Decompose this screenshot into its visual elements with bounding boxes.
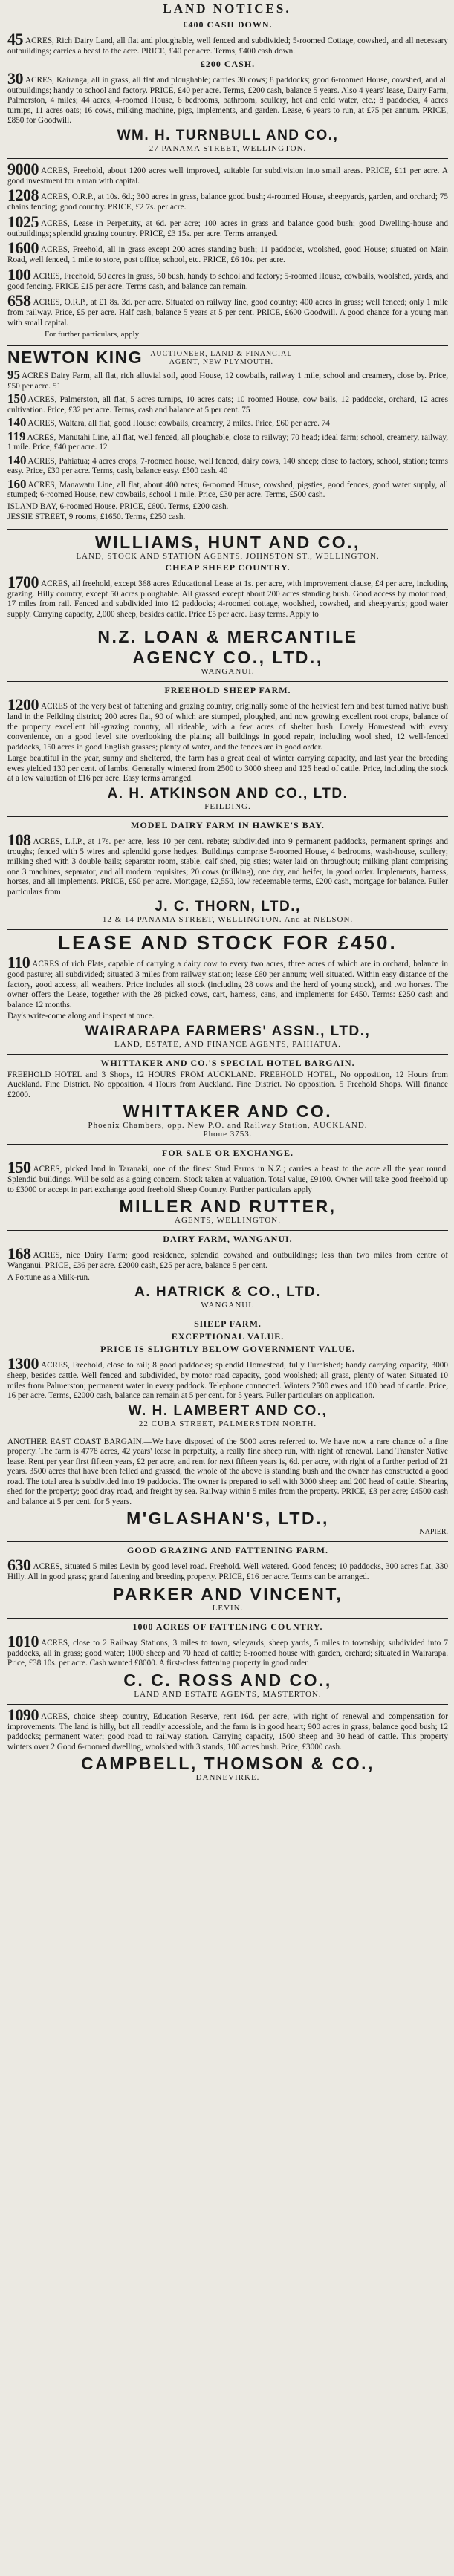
acre-number: 140 bbox=[7, 452, 27, 467]
ad-mglashan bbox=[7, 1434, 448, 1540]
acre-number: 9000 bbox=[7, 159, 39, 178]
acre-number: 1208 bbox=[7, 186, 39, 204]
listing bbox=[7, 697, 448, 752]
listing bbox=[7, 238, 448, 266]
agent-name: C. C. ROSS AND CO., bbox=[123, 1670, 332, 1690]
listing bbox=[7, 1356, 448, 1402]
agent-address: 27 PANAMA STREET, WELLINGTON. bbox=[149, 143, 307, 153]
acre-number: 1025 bbox=[7, 212, 39, 231]
listing bbox=[7, 264, 448, 293]
listing bbox=[7, 1555, 448, 1583]
agent-address: AGENTS, WELLINGTON. bbox=[175, 1216, 281, 1225]
listing-text: ACRES, Manutahi Line, all flat, well fenced, all ploughable, close to railway; 70 head; ideal farm; school, creamery, railway, 1 mile. Price, £40 per acre. 12 bbox=[7, 432, 448, 452]
listing-text: ACRES, Freehold, about 1200 acres well improved, suitable for subdivision into small areas. PRICE, £11 per acre. A good investment for a man with capital. bbox=[7, 166, 448, 186]
listing-text: ACRES, situated 5 miles Levin by good level road. Freehold. Well watered. Good fences; 10 paddocks, 300 acres flat, 330 Hilly. All in good grass; grand fattening and breeding property. PRICE, £16 per acre. Terms can be arranged. bbox=[7, 1562, 448, 1581]
listing-text: ACRES, Lease in Perpetuity, at 6d. per acre; 100 acres in grass and balance good bush; good Dwelling-house and outbuildings; splendid grazing country. PRICE, £3 15s. per acre. Terms arranged. bbox=[7, 218, 448, 238]
listing bbox=[7, 431, 448, 453]
agent-name: M'GLASHAN'S, LTD., bbox=[126, 1509, 329, 1528]
agent-header bbox=[7, 348, 448, 368]
acre-number: 30 bbox=[7, 68, 23, 88]
agent-address: LAND AND ESTATE AGENTS, MASTERTON. bbox=[134, 1689, 322, 1699]
ad-heading: LEASE AND STOCK FOR £450. bbox=[58, 931, 398, 954]
listing bbox=[7, 68, 448, 126]
acre-number: 150 bbox=[7, 391, 27, 406]
ad-parker-vincent bbox=[7, 1542, 448, 1616]
ad-heading: 1000 ACRES OF FATTENING COUNTRY. bbox=[132, 1621, 323, 1632]
listing bbox=[7, 188, 448, 213]
acre-number: 140 bbox=[7, 415, 27, 429]
ad-subheading: £200 CASH. bbox=[200, 58, 256, 69]
listing-text: ISLAND BAY, 6-roomed House. PRICE, £600. Terms, £200 cash. bbox=[7, 501, 229, 511]
listing bbox=[7, 1631, 448, 1669]
agent-tagline bbox=[150, 350, 292, 366]
ad-miller-rutter bbox=[7, 1145, 448, 1228]
listing-text: ACRES Dairy Farm, all flat, rich alluvial soil, good House, 12 cowbails, railway 1 mile, school and creamery, close by. Price, £50 per acre. 51 bbox=[7, 371, 448, 391]
acre-number: 168 bbox=[7, 1244, 31, 1263]
listing-text: ACRES, Rich Dairy Land, all flat and ploughable, well fenced and subdivided; 5-roomed Cottage, cowshed, and all necessary outbuildings; carries a beast to the acre. PRICE, £40 per acre. Terms, £400 cash down. bbox=[7, 36, 448, 56]
listing-text: ACRES, nice Dairy Farm; good residence, splendid cowshed and outbuildings; less than two miles from centre of Wanganui. PRICE, £36 per acre. £2000 cash, £25 per acre, balance 5 per cent. bbox=[7, 1251, 448, 1270]
acre-number: 108 bbox=[7, 830, 31, 849]
listing-text: ACRES, close to 2 Railway Stations, 3 miles to town, saleyards, sheep yards, 5 miles to township; subdivided into 7 paddocks, all in grass; good water; 1000 sheep and 70 head of cattle; 6-roomed house with garden, orchard; situated in Wairarapa. Price, £38 10s. per acre. Cash wanted £8000. A first-class fattening property in good order. bbox=[7, 1638, 448, 1668]
agent-address: Phoenix Chambers, opp. New P.O. and Railway Station, AUCKLAND. bbox=[88, 1121, 368, 1130]
agent-name: J. C. THORN, LTD., bbox=[155, 899, 301, 914]
acre-number: 95 bbox=[7, 368, 20, 382]
listing bbox=[7, 572, 448, 620]
agent-name: WHITTAKER AND CO. bbox=[123, 1102, 333, 1121]
listing-text: A Fortune as a Milk-run. bbox=[7, 1272, 90, 1282]
ad-heading: SHEEP FARM. bbox=[194, 1318, 262, 1329]
ad-heading: FOR SALE OR EXCHANGE. bbox=[161, 1148, 294, 1158]
ad-lambert bbox=[7, 1315, 448, 1431]
acre-number: 150 bbox=[7, 1158, 31, 1177]
acre-number: 119 bbox=[7, 429, 26, 443]
listing-text: ACRES, O.R.P., at £1 8s. 3d. per acre. Situated on railway line, good country; 400 acres in grass; well fenced; only 1 mile from railway. Price, £5 per acre. Half cash, balance 5 years at 5 per cent. PRICE, £600 Goodwill. A good chance for a young man with small capital. bbox=[7, 298, 448, 328]
agent-name: AGENCY CO., LTD., bbox=[132, 648, 323, 667]
listing bbox=[7, 478, 448, 501]
ad-newton-king bbox=[7, 346, 448, 527]
agent-name: PARKER AND VINCENT, bbox=[112, 1584, 343, 1604]
ad-heading: £400 CASH DOWN. bbox=[183, 19, 273, 30]
ad-nz-loan bbox=[7, 624, 448, 679]
agent-address: LAND, STOCK AND STATION AGENTS, JOHNSTON ST., WELLINGTON. bbox=[76, 551, 380, 561]
acre-number: 100 bbox=[7, 264, 31, 284]
agent-name: A. H. ATKINSON AND CO., LTD. bbox=[107, 785, 348, 801]
ad-heading: CHEAP SHEEP COUNTRY. bbox=[165, 562, 291, 573]
acre-number: 160 bbox=[7, 476, 27, 491]
listing-text: ACRES, Pahiatua; 4 acres crops, 7-roomed house, well fenced, dairy cows, 140 sheep; close to factory, school, station; terms easy. Price, £30 per acre. Terms, cash, balance easy. £500 cash. 40 bbox=[7, 456, 448, 475]
ad-hatrick bbox=[7, 1231, 448, 1313]
ad-subheading: EXCEPTIONAL VALUE. bbox=[171, 1331, 285, 1341]
ad-lease-stock bbox=[7, 930, 448, 1052]
acre-number: 110 bbox=[7, 953, 30, 972]
agent-name: MILLER AND RUTTER, bbox=[119, 1197, 337, 1216]
ad-ross bbox=[7, 1619, 448, 1702]
agent-tagline-line: AGENT, NEW PLYMOUTH. bbox=[169, 357, 273, 366]
acre-number: 1200 bbox=[7, 695, 39, 714]
ad-heading: WHITTAKER AND CO.'S SPECIAL HOTEL BARGAIN. bbox=[100, 1057, 355, 1068]
listing-text: ACRES, Manawatu Line, all flat, about 400 acres; 6-roomed House, cowshed, pigsties, good fences, good water supply, all stumped; 6-roomed House, new cowbails, school 1 mile. Price, £30 per acre. Terms, £500 cash. bbox=[7, 480, 448, 499]
column bbox=[0, 16, 454, 1785]
acre-number: 1300 bbox=[7, 1354, 39, 1373]
acre-number: 1700 bbox=[7, 572, 39, 591]
agent-name: W. H. LAMBERT AND CO., bbox=[128, 1402, 328, 1419]
listing bbox=[7, 452, 448, 477]
listing-text: ACRES, Freehold, close to rail; 8 good paddocks; splendid Homestead, fully Furnished; handy carrying capacity, 3000 sheep, besides cattle. Well fenced and subdivided, by motor road capacity, good woolshed; all grass, plenty of water. Situated 10 miles from Palmerston; permanent water in every paddock. Telephone connected. Winters 2500 ewes and 100 head of cattle. Price, 16 per acre. Terms, £2000 cash, balance can remain at 5 per cent. for 5 years. Fuller particulars on application. bbox=[7, 1361, 448, 1400]
agent-tagline-line: AUCTIONEER, LAND & FINANCIAL bbox=[150, 349, 293, 358]
acre-number: 45 bbox=[7, 30, 23, 48]
listing-text: ACRES, Freehold, 50 acres in grass, 50 bush, handy to school and factory; 5-roomed House, cowbails, woolshed, yards, and good fencing. PRICE £15 per acre. Terms cash, and balance can remain. bbox=[7, 271, 448, 291]
listing bbox=[7, 417, 448, 429]
acre-number: 630 bbox=[7, 1555, 31, 1574]
agent-address: LAND, ESTATE, AND FINANCE AGENTS, PAHIATUA. bbox=[114, 1039, 341, 1049]
listing-text: ACRES, L.I.P., at 17s. per acre, less 10 per cent. rebate; subdivided into 9 permanent paddocks, permanent springs and troughs; fenced with 5 wires and splendid gorse hedges. Buildings comprise 5-roomed House, 4 bedrooms, wash-house, scullery; milking shed with 3 double bails; separator room, stable, calf shed, pig sties; water laid on throughout; milking plant comprising one 3 machines, separator, and all modern requisites; 20 cows (milking), one dry, and heifer, in good order. Implements, harness, horses, and all implements. PRICE, £50 per acre. Mortgage, £2,550, low redeemable terms, £200 cash, mortgage for balance. Fuller particulars from bbox=[7, 836, 448, 897]
agent-name: WILLIAMS, HUNT AND CO., bbox=[95, 532, 360, 552]
acre-number: 1090 bbox=[7, 1705, 39, 1724]
listing-text: ACRES, Waitara, all flat, good House; cowbails, creamery, 2 miles. Price, £60 per acre. 74 bbox=[27, 419, 330, 428]
ad-heading: GOOD GRAZING AND FATTENING FARM. bbox=[126, 1545, 328, 1555]
agent-name: A. HATRICK & CO., LTD. bbox=[134, 1284, 321, 1300]
listing-text: ACRES, all freehold, except 368 acres Educational Lease at 1s. per acre, with improvement clause, £4 per acre, including grazing. Hilly country, except 50 acres ploughable. All grassed except about 200 acres standing bush. Good access by motor road; 17 miles from rail. Fenced and subdivided into 12 paddocks; 4-roomed cottage, woolshed, cowshed, and sheepyards; good water supply. Carrying capacity, 2,000 sheep, besides cattle. Price £5 per acre. Easy terms. Apply to bbox=[7, 579, 448, 619]
agent-name: N.Z. LOAN & MERCANTILE bbox=[97, 627, 358, 646]
apply-line: For further particulars, apply bbox=[45, 330, 140, 339]
agent-name: WM. H. TURNBULL AND CO., bbox=[117, 127, 339, 143]
listing-text: ANOTHER EAST COAST BARGAIN.—We have disposed of the 5000 acres referred to. We have now a rare chance of a fine property. The farm is 4778 acres, 42 years' lease in perpetuity, a really fine sheep run, with right of renewal. Land Transfer Native lease. Rent per year first fifteen years, £2 per acre, and rent for next fifteen years is, 6d. per acre, with right of a further period of 21 years. 3500 acres that have been felled and grassed, the whole of the above is standing bush and the owner has constructed a good road. The total area is subdivided into 19 paddocks. The owner is prepared to sell with 3000 sheep and 200 head of cattle. Shearing shed for the property; good dray road, and freight by sea. Railway within 5 miles from the property. PRICE, £3 per acre; £4500 cash and balance at 5 per cent. for 5 years. bbox=[7, 1437, 448, 1506]
agent-address: LEVIN. bbox=[212, 1603, 244, 1613]
ad-atkinson bbox=[7, 682, 448, 814]
listing-text: ACRES, Palmerston, all flat, 5 acres turnips, 10 acres oats; 10 roomed House, cow bails, 12 paddocks, orchard, 12 acres cultivation. Price, £32 per acre. Terms, cash and balance at 5 per cent. 75 bbox=[7, 395, 448, 414]
ad-whittaker bbox=[7, 1055, 448, 1142]
acre-number: 658 bbox=[7, 291, 31, 310]
ad-thorn bbox=[7, 817, 448, 928]
listing bbox=[7, 1246, 448, 1272]
acre-number: 1600 bbox=[7, 238, 39, 257]
listing-text: ACRES, choice sheep country, Education Reserve, rent 16d. per acre, with right of renewal and compensation for improvements. The land is hilly, but all readily accessible, and the farm is in good heart; 900 acres in grass, balance good bush; 12 paddocks; permanent water; good road to railway station. Carrying capacity, 1500 sheep and 30 head of cattle. This property winters over 2 Good 6-roomed dwelling, woolshed with 3 stands, 100 acres bush. Price, £3000 cash. bbox=[7, 1711, 448, 1752]
listing-text: ACRES, O.R.P., at 10s. 6d.; 300 acres in grass, balance good bush; 4-roomed House, sheepyards, garden, and orchard; 75 chains fencing; good country. PRICE, £2 7s. per acre. bbox=[7, 192, 448, 212]
listing-text: Large beautiful in the year, sunny and sheltered, the farm has a great deal of winter carrying capacity, and last year the breeding ewes yielded 130 per cent. of lambs. Generally wintered from 2500 to 3000 sheep and 125 head of cattle. Price, including the stock at a low valuation of £16 per acre. Easy terms arranged. bbox=[7, 754, 448, 783]
listing bbox=[7, 159, 448, 187]
agent-address: DANNEVIRKE. bbox=[195, 1773, 260, 1782]
listing bbox=[7, 830, 448, 898]
listing-text: Day's write-come along and inspect at once. bbox=[7, 1012, 155, 1021]
listing-text: ACRES of the very best of fattening and grazing country, originally some of the heaviest fern and best turned native bush land in the Feilding district; 200 acres flat, 90 of which are stumped, ploughed, and now growing excellent root crops, balance of the property excellent hill-grazing country, all rideable, with a few acres of shelter bush. Lovely Homestead with every convenience, on a good level site overlooking the plains; all buildings in good repair, including wool shed, 12 well-fenced paddocks, 150 acres in good English grasses; plenty of water, and the fences are in good order. bbox=[7, 702, 448, 752]
agent-address: 22 CUBA STREET, PALMERSTON NORTH. bbox=[138, 1419, 317, 1428]
listing bbox=[7, 393, 448, 415]
agent-name: NEWTON KING bbox=[7, 348, 143, 367]
listing bbox=[7, 955, 448, 1010]
agent-address: NAPIER. bbox=[419, 1528, 448, 1536]
agent-address: FEILDING. bbox=[204, 801, 251, 811]
agent-phone: Phone 3753. bbox=[203, 1130, 253, 1139]
ad-wellington-list bbox=[7, 159, 448, 344]
listing-text: ACRES, Kairanga, all in grass, all flat and ploughable; carries 30 cows; 8 paddocks; good 6-roomed House, cowshed, and all outbuildings; handy to school and factory. PRICE, £40 per acre. Terms, £200 cash, balance 5 years. Also 4 years' lease, Dairy Farm, Palmerston, 4 miles; 44 acres, 4-roomed House, 6 bedrooms, bathroom, scullery, hot and cold water, etc.; 8 paddocks, 4 acres turnips, 11 acres oats; 16 cows, milking machine, pigs, implements, and garden. Lease, 6 years to run, at £75 per annum. PRICE, £850 for Goodwill. bbox=[7, 75, 448, 125]
ad-subheading: PRICE IS SLIGHTLY BELOW GOVERNMENT VALUE. bbox=[100, 1344, 355, 1354]
listing bbox=[7, 212, 448, 240]
ad-heading: MODEL DAIRY FARM IN HAWKE'S BAY. bbox=[131, 819, 325, 830]
ad-heading: FREEHOLD SHEEP FARM. bbox=[164, 685, 291, 695]
listing-text: ACRES, Freehold, all in grass except 200 acres standing bush; 11 paddocks, woolshed, good House; situated on Main Road, well fenced, 1 mile to store, post office, school, etc. PRICE, £6 10s. per acre. bbox=[7, 245, 448, 264]
listing-text: FREEHOLD HOTEL and 3 Shops, 12 HOURS FROM AUCKLAND. FREEHOLD HOTEL, No opposition, 12 Hours from Auckland. Fine District. No opposition. 4 Hours from Auckland. Fine District. No opposition. 5 Freehold Shops. Will finance £2000. bbox=[7, 1070, 448, 1099]
ad-heading: DAIRY FARM, WANGANUI. bbox=[163, 1234, 293, 1244]
listing bbox=[7, 1160, 448, 1195]
listing-text: JESSIE STREET, 9 rooms, £1650. Terms, £250 cash. bbox=[7, 513, 186, 521]
listing-text: ACRES of rich Flats, capable of carrying a dairy cow to every two acres, three acres of which are in orchard, balance in good pasture; all subdivided; situated 3 miles from railway station; lease £60 per annum; well situated. Within easy distance of the factory, good access, all weathers. Price includes all stock (including 28 cows and the herd of young stock), and two horses. The owner offers the Lease, together with the 28 picked cows, cart, harness, cans, and implements for £450. Terms: £250 cash and balance 12 months. bbox=[7, 960, 448, 1009]
agent-name: CAMPBELL, THOMSON & CO., bbox=[81, 1754, 374, 1773]
agent-name: WAIRARAPA FARMERS' ASSN., LTD., bbox=[85, 1023, 371, 1039]
listing-text: ACRES, picked land in Taranaki, one of the finest Stud Farms in N.Z.; carries a beast to the acre all the year round. Splendid buildings. Will be sold as a going concern. Stock taken at valuation. Total value, £9100. Owner will take good freehold up to £3000 or accept in part exchange good freehold Sheep Country. Further particulars apply bbox=[7, 1165, 448, 1194]
agent-address: 12 & 14 PANAMA STREET, WELLINGTON. And at NELSON. bbox=[102, 915, 354, 924]
listing bbox=[7, 32, 448, 57]
ad-campbell bbox=[7, 1705, 448, 1786]
agent-address: WANGANUI. bbox=[201, 1301, 255, 1310]
listing bbox=[7, 293, 448, 328]
masthead: LAND NOTICES. bbox=[163, 1, 291, 16]
listing bbox=[7, 369, 448, 391]
agent-address: WANGANUI. bbox=[201, 667, 255, 676]
ad-williams-hunt bbox=[7, 530, 448, 625]
acre-number: 1010 bbox=[7, 1631, 39, 1650]
ad-turnbull bbox=[7, 16, 448, 156]
listing bbox=[7, 1705, 448, 1753]
